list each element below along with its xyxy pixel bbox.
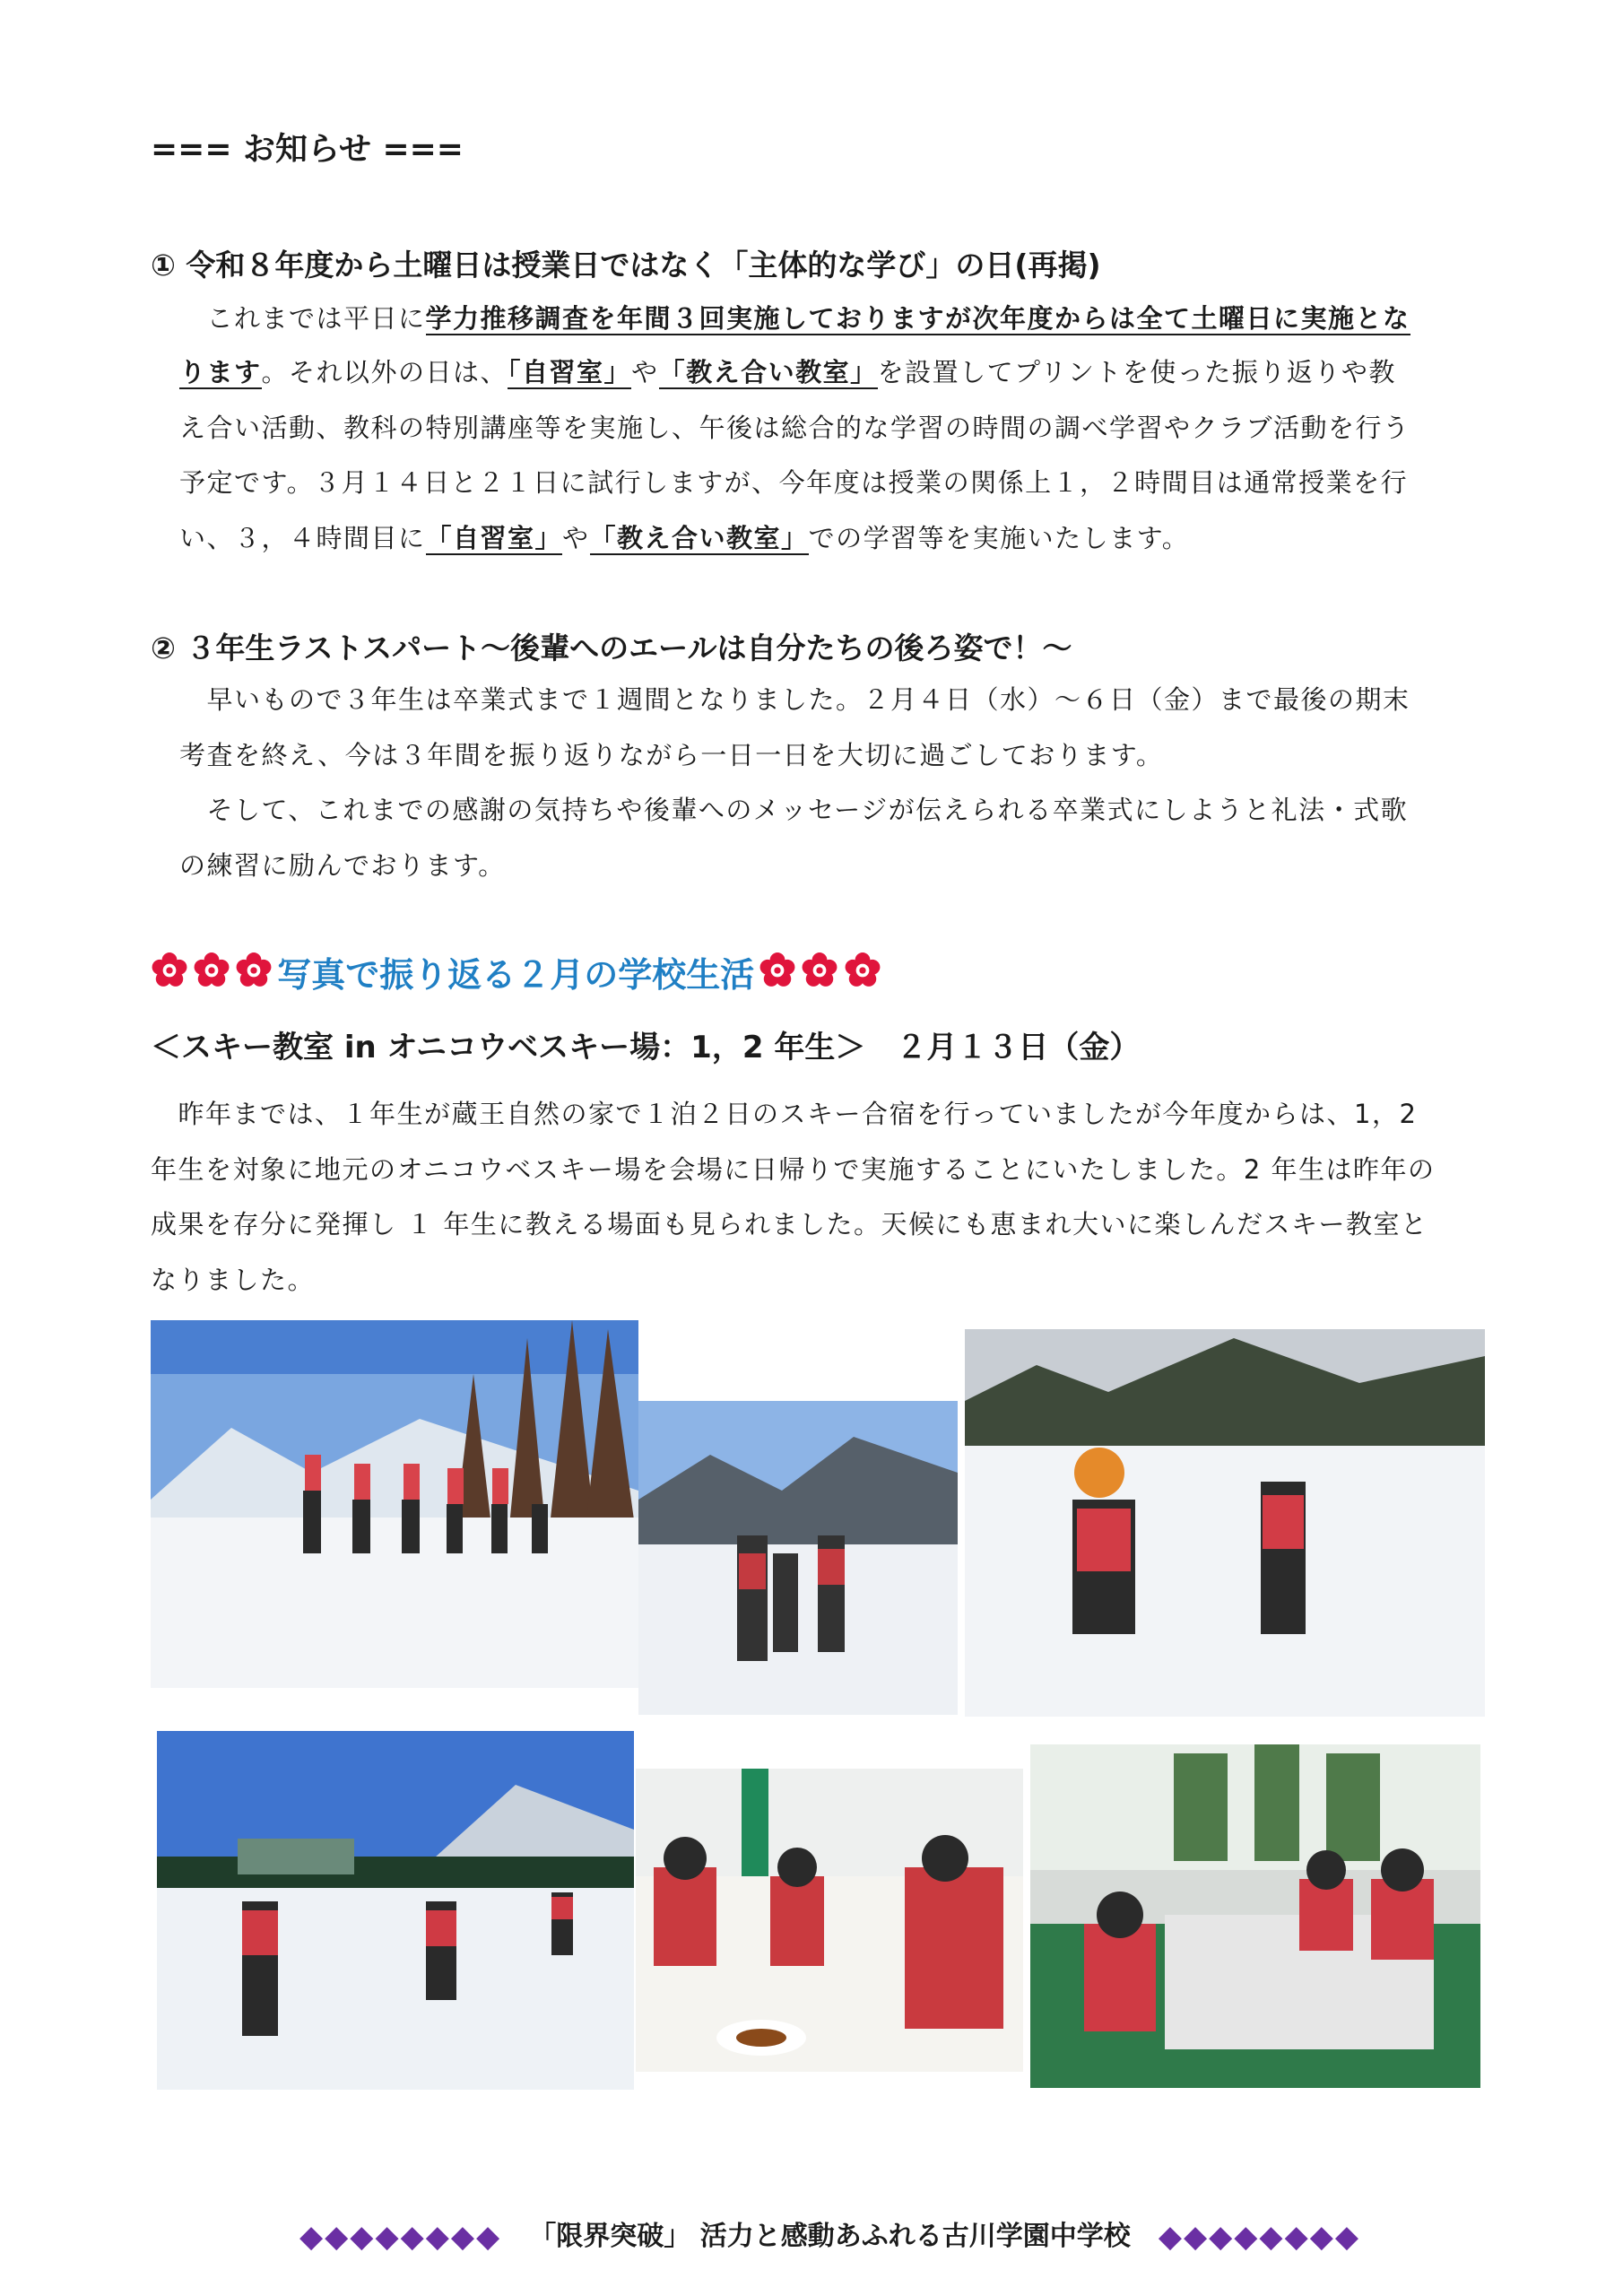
event-heading: ＜スキー教室 in オニコウベスキー場：1，2 年生＞ ２月１３日（金） (151, 1030, 1141, 1065)
footer (299, 2213, 1360, 2255)
item1-line3: え合い活動、教科の特別講座等を実施し、午後は総合的な学習の時間の調べ学習やクラブ活動を行う (179, 413, 1410, 443)
event-line3: 成果を存分に発揮し １ 年生に教える場面も見られました。天候にも恵まれ大いに楽しんだスキー教室と (151, 1209, 1428, 1239)
notice-title: === お知らせ === (151, 131, 464, 168)
ski-group-photo (151, 1320, 638, 1688)
item1-line1-b: 学力推移調査を年間３回実施しておりますが次年度からは全て土曜日に実施とな (425, 303, 1410, 334)
item2-line1: 早いもので３年生は卒業式まで１週間となりました。２月４日（水）～６日（金）まで最後の期末 (179, 684, 1410, 715)
item1-line5-e: での学習等を実施いたします。 (808, 523, 1190, 553)
footer-diamonds-left: ◆◆◆◆◆◆◆◆ (299, 2219, 502, 2255)
item1-line2-d: や (631, 357, 659, 387)
item1-line1 (179, 299, 1410, 335)
item1-line4: 予定です。３月１４日と２１日に試行しますが、今年度は授業の関係上１，２時間目は通常授業を行 (179, 467, 1409, 498)
flower-icon (801, 952, 838, 993)
flower-icon (759, 952, 796, 993)
item1-line5-b: 「自習室」 (425, 523, 563, 553)
item1-line2-f: を設置してプリントを使った振り返りや教 (877, 357, 1396, 387)
cafeteria-students-photo (1030, 1744, 1480, 2088)
cafeteria-lunch-photo (636, 1769, 1023, 2072)
item2-line3: そして、これまでの感謝の気持ちや後輩へのメッセージが伝えられる卒業式にしようと礼法・式歌 (179, 795, 1409, 825)
item1-line2-b: 。それ以外の日は、 (261, 357, 508, 387)
ski-students-photo (638, 1401, 958, 1715)
item2-heading: ② ３年生ラストスパート～後輩へのエールは自分たちの後ろ姿で！～ (151, 631, 1072, 665)
photo-section-title: 写真で振り返る２月の学校生活 (277, 955, 755, 995)
item1-line1-a: これまでは平日に (179, 303, 426, 334)
event-line1: 昨年までは、１年生が蔵王自然の家で１泊２日のスキー合宿を行っていましたが今年度からは、1，2 (151, 1099, 1418, 1129)
ski-instruction-photo (965, 1329, 1485, 1717)
flower-icon (844, 952, 881, 993)
ski-slope-photo (157, 1731, 634, 2090)
item1-line5-d: 「教え合い教室」 (589, 523, 809, 553)
flower-icon (235, 952, 273, 993)
item1-line2-c: 「自習室」 (508, 357, 632, 387)
item1-line2-a: ります (179, 357, 262, 387)
item2-line4: の練習に励んでおります。 (179, 850, 506, 881)
item1-line2 (179, 352, 1396, 389)
item1-line5-a: い、３，４時間目に (179, 523, 426, 553)
item2-line2: 考査を終え、今は３年間を振り返りながら一日一日を大切に過ごしております。 (179, 740, 1164, 770)
item1-heading: ① 令和８年度から土曜日は授業日ではなく「主体的な学び」の日(再掲) (151, 248, 1101, 283)
item1-line5-c: や (562, 523, 590, 553)
event-line4: なりました。 (151, 1265, 316, 1295)
event-line2: 年生を対象に地元のオニコウベスキー場を会場に日帰りで実施することにいたしました。2 年生は昨年の (151, 1154, 1436, 1185)
item1-line5 (179, 518, 1189, 555)
footer-diamonds-right: ◆◆◆◆◆◆◆◆ (1158, 2219, 1361, 2255)
flower-icon (151, 952, 188, 993)
item1-line2-e: 「教え合い教室」 (658, 357, 878, 387)
flower-icon (193, 952, 230, 993)
photo-section-title-row (151, 947, 881, 996)
footer-slogan: 「限界突破」 活力と感動あふれる古川学園中学校 (529, 2221, 1131, 2252)
